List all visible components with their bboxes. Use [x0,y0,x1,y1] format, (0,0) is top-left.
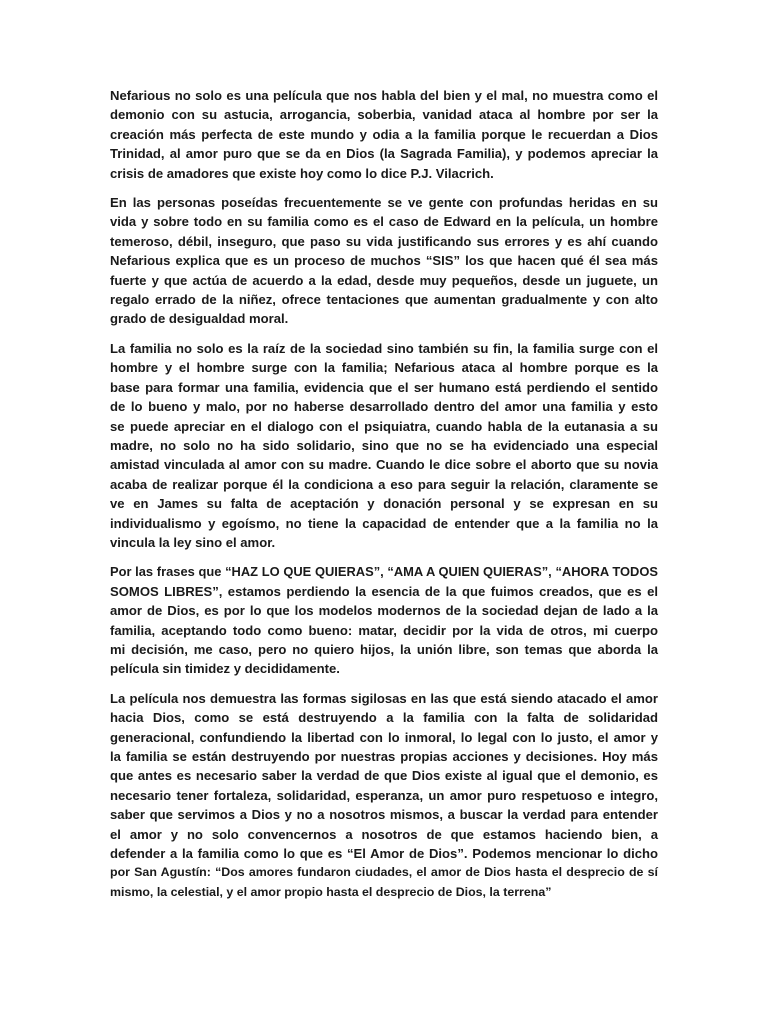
text-line: que antes es necesario saber la verdad de que Dios existe al igual que el demonio, es [110,768,658,784]
paragraph [110,689,658,902]
text-line: generacional, confundiendo la libertad con lo inmoral, lo legal con lo justo, el amor y [110,729,658,745]
text-line: amistad vinculada al amor con su madre. Cuando le dice sobre el aborto que su novia [110,457,658,473]
text-line: SOMOS LIBRES”, estamos perdiendo la esencia de la que fuimos creados, que es el [110,583,658,599]
text-line: madre, no solo no ha sido solidario, sino que no se ha evidenciado una especial [110,437,658,453]
text-line: Nefarious no solo es una película que nos habla del bien y el mal, no muestra como el [110,88,658,103]
text-line: hacia Dios, como se está destruyendo a la familia con la falta de solidaridad [110,710,658,726]
paragraph [110,193,658,329]
text-line: demonio con su astucia, arrogancia, soberbia, vanidad ataca al hombre por ser la [110,107,658,123]
text-line: vida y sobre todo en su familia como es el caso de Edward en la película, un hombre [110,214,658,230]
document-body [110,86,658,912]
text-line: En las personas poseídas frecuentemente se ve gente con profundas heridas en su [110,195,658,211]
text-line: necesario tener fortaleza, solidaridad, esperanza, un amor puro respetuoso e integro, [110,787,658,803]
text-line: regalo errado de la niñez, ofrece tentaciones que aumentan gradualmente y con alto [110,292,658,308]
text-line: defender a la familia como lo que es “El Amor de Dios”. Podemos mencionar lo dicho [110,846,658,862]
text-line: familia, aceptando todo como bueno: matar, decidir por la vida de otros, mi cuerpo [110,622,658,638]
text-line: de lo bueno y malo, por no haberse desarrollado dentro del amor una familia y esto [110,399,658,415]
paragraph [110,86,658,183]
text-line: por San Agustín: “Dos amores fundaron ciudades, el amor de Dios hasta el desprecio de sí [110,865,658,880]
text-line: crisis de amadores que existe hoy como lo dice P.J. Vilacrich. [110,165,494,181]
text-line: fuerte y que actúa de acuerdo a la edad, desde muy pequeños, desde un juguete, un [110,272,658,288]
text-line: se puede apreciar en el dialogo con el psiquiatra, cuando habla de la eutanasia a su [110,418,658,434]
text-line: la familia se están destruyendo por nuestras propias acciones y decisiones. Hoy más [110,749,658,764]
text-line: La película nos demuestra las formas sigilosas en las que está siendo atacado el amor [110,690,658,706]
text-line: base para formar una familia, evidencia que el ser humano está perdiendo el sentido [110,379,658,395]
text-line: creación más perfecta de este mundo y odia a la familia porque le recuerdan a Dios [110,126,658,142]
text-line: mismo, la celestial, y el amor propio hasta el desprecio de Dios, la terrena” [110,884,552,899]
text-line: Nefarious explica que es un proceso de muchos “SIS” los que hacen qué él sea más [110,253,658,269]
text-line: el amor y no solo convencernos a nosotros de que estamos haciendo bien, a [110,826,658,842]
text-line: saber que servimos a Dios y no a nosotros mismos, a buscar la verdad para entender [110,807,658,823]
text-line: película sin timidez y decididamente. [110,661,340,677]
text-line: La familia no solo es la raíz de la sociedad sino también su fin, la familia surge con el [110,340,658,356]
text-line: Trinidad, al amor puro que se da en Dios (la Sagrada Familia), y podemos apreciar la [110,146,658,162]
text-line: grado de desigualdad moral. [110,311,289,327]
text-line: amor de Dios, es por lo que los modelos modernos de la sociedad dejan de lado a la [110,603,658,619]
text-line: acaba de realizar porque él la condiciona a eso para seguir la relación, claramente se [110,476,658,492]
text-line: individualismo y egoísmo, no tiene la capacidad de entender que a la familia no la [110,515,658,531]
paragraph [110,562,658,678]
paragraph [110,339,658,552]
text-line: temeroso, débil, inseguro, que paso su vida justificando sus errores y es ahí cuando [110,233,658,249]
text-line: vincula la ley sino el amor. [110,534,276,550]
text-line: hombre y el hombre surge con la familia; Nefarious ataca al hombre porque es la [110,360,658,376]
text-line: Por las frases que “HAZ LO QUE QUIERAS”, “AMA A QUIEN QUIERAS”, “AHORA TODOS [110,564,658,580]
text-line: mi decisión, me caso, pero no quiero hijos, la unión libre, son temas que aborda la [110,641,658,657]
text-line: ve en James su falta de aceptación y donación personal y se expresan en su [110,496,658,512]
